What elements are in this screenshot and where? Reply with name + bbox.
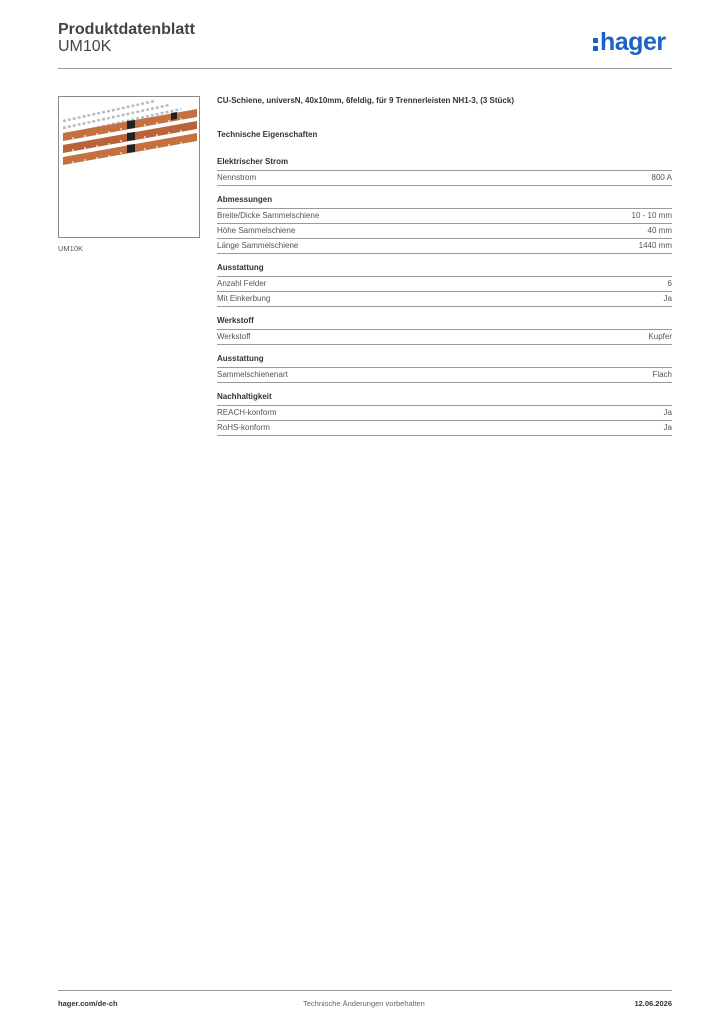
page-title: Produktdatenblatt <box>58 21 195 38</box>
hager-logo <box>593 28 666 57</box>
image-caption: UM10K <box>58 244 84 253</box>
spec-label: Nennstrom <box>217 173 257 182</box>
footer-website-link[interactable]: hager.com/de-ch <box>58 999 118 1008</box>
spec-label: Breite/Dicke Sammelschiene <box>217 211 320 220</box>
spec-value: Kupfer <box>648 332 672 341</box>
spec-row <box>217 208 672 223</box>
logo-text: hager <box>600 28 666 56</box>
spec-group-title: Abmessungen <box>217 195 273 204</box>
spec-label: Werkstoff <box>217 332 251 341</box>
product-description: CU-Schiene, universN, 40x10mm, 6feldig, für 9 Trennerleisten NH1-3, (3 Stück) <box>217 96 514 105</box>
spec-group-title: Werkstoff <box>217 316 254 325</box>
spec-group-title: Nachhaltigkeit <box>217 392 272 401</box>
spec-group-material <box>217 316 672 345</box>
spec-group-title: Ausstattung <box>217 354 264 363</box>
spec-label: REACH-konform <box>217 408 277 417</box>
spec-group-electrical <box>217 157 672 186</box>
spec-row <box>217 367 672 383</box>
spec-group-equipment <box>217 263 672 307</box>
footer-notice: Technische Änderungen vorbehalten <box>303 999 425 1008</box>
spec-value: 40 mm <box>647 226 672 235</box>
spec-value: Ja <box>663 423 672 432</box>
spec-group-title: Ausstattung <box>217 263 264 272</box>
spec-row <box>217 238 672 254</box>
spec-label: RoHS-konform <box>217 423 270 432</box>
spec-row <box>217 223 672 238</box>
spec-value: 6 <box>667 279 672 288</box>
spec-row <box>217 170 672 186</box>
spec-row <box>217 291 672 307</box>
spec-group-title: Elektrischer Strom <box>217 157 289 166</box>
footer-divider <box>58 990 672 991</box>
spec-value: Ja <box>663 294 672 303</box>
specs-heading: Technische Eigenschaften <box>217 130 318 139</box>
product-image <box>58 96 200 238</box>
spec-label: Anzahl Felder <box>217 279 267 288</box>
spec-value: 1440 mm <box>638 241 672 250</box>
footer-date: 12.06.2026 <box>634 999 672 1008</box>
product-code: UM10K <box>58 38 112 55</box>
specs-section <box>217 130 672 445</box>
header-divider <box>58 68 672 69</box>
spec-group-dimensions <box>217 195 672 254</box>
spec-row <box>217 420 672 436</box>
logo-dots-icon <box>593 38 598 51</box>
spec-value: 800 A <box>651 173 672 182</box>
spec-label: Mit Einkerbung <box>217 294 271 303</box>
spec-label: Sammelschienenart <box>217 370 288 379</box>
copper-busbar-image <box>59 97 199 237</box>
spec-group-equipment-2 <box>217 354 672 383</box>
spec-group-sustainability <box>217 392 672 436</box>
spec-row <box>217 276 672 291</box>
spec-value: Ja <box>663 408 672 417</box>
spec-value: 10 - 10 mm <box>631 211 672 220</box>
spec-label: Länge Sammelschiene <box>217 241 299 250</box>
spec-label: Höhe Sammelschiene <box>217 226 296 235</box>
spec-value: Flach <box>652 370 672 379</box>
spec-row <box>217 405 672 420</box>
spec-row <box>217 329 672 345</box>
